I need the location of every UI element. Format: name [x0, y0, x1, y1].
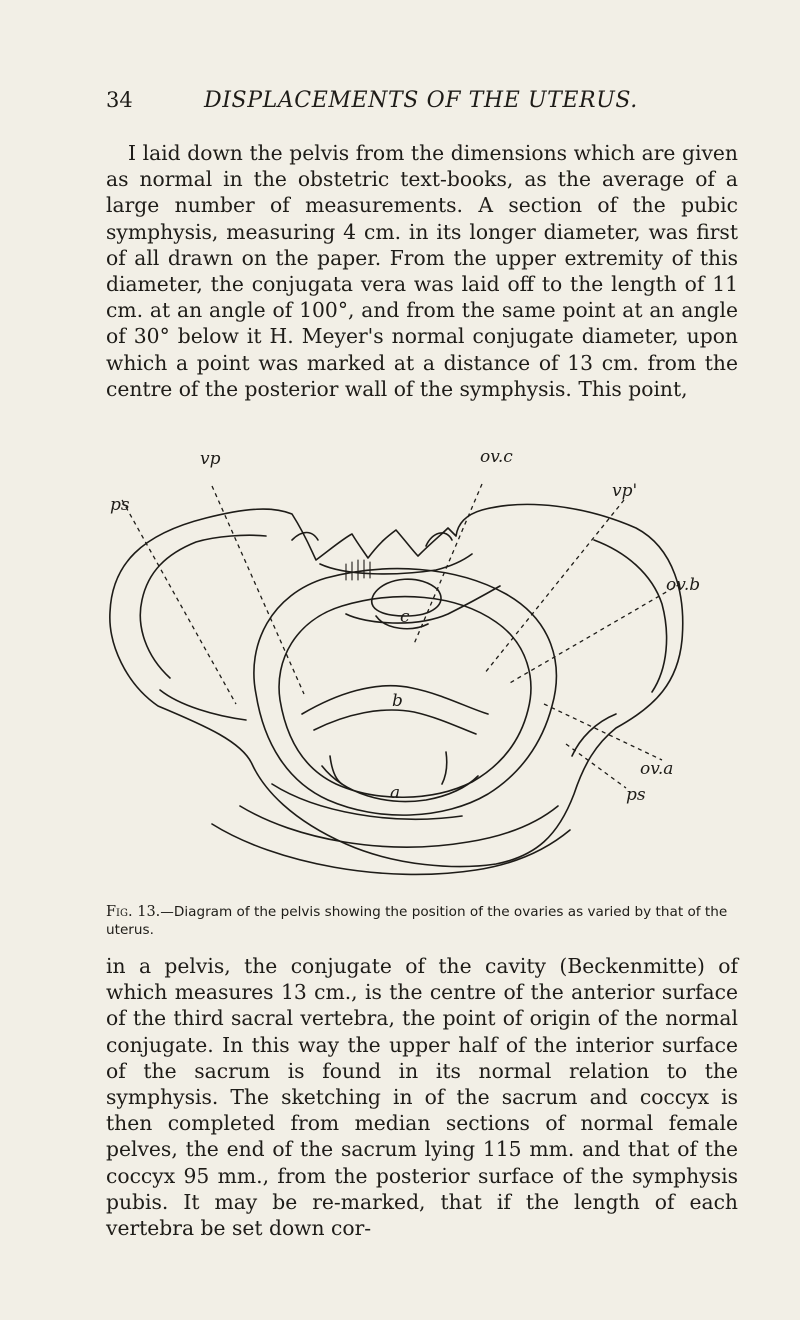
label-ov-b: ov.b: [666, 575, 701, 595]
label-vp: vp: [200, 449, 221, 469]
guide-line-ps-left: [122, 500, 236, 704]
guide-line-ps-right: [566, 744, 626, 788]
label-ps-right: ps: [626, 785, 646, 805]
guide-line-ov-b: [508, 584, 680, 684]
label-b: b: [392, 691, 403, 711]
label-ov-a: ov.a: [640, 759, 674, 779]
paragraph-1: I laid down the pelvis from the dimensions which are given as normal in the obstetric text-books, as the average of a large number of measurements. A section of the pubic symphysis, measuring 4 cm. in its longer diameter, was first of all drawn on the paper. From the upper extremity of this diameter, the conjugata vera was laid off to the length of 11 cm. at an angle of 100°, and from the same point at an angle of 30° below it H. Meyer's normal conjugate diameter, upon which a point was marked at a distance of 13 cm. from the centre of the posterior wall of the symphysis. This point,: [106, 141, 738, 401]
page-number: 34: [106, 88, 133, 112]
pelvis-diagram: [96, 444, 712, 892]
label-a: a: [390, 783, 401, 803]
left-iliac-inner: [140, 535, 266, 678]
inner-ring-outer: [254, 569, 556, 815]
figure-caption: [106, 903, 738, 939]
guide-line-vp-prime: [484, 500, 624, 674]
page-header: [106, 88, 706, 120]
guide-line-ov-a: [544, 704, 662, 760]
pubic-arc-outer: [212, 824, 570, 874]
label-ov-c: ov.c: [480, 447, 513, 467]
guide-line-vp: [212, 486, 304, 694]
figure-number: Fig. 13.: [106, 904, 161, 920]
sacrum-top: [320, 554, 472, 574]
label-c: c: [400, 607, 410, 627]
paragraph-2: in a pelvis, the conjugate of the cavity (Beckenmitte) of which measures 13 cm., is the centre of the anterior surface of the third sacral vertebra, the point of origin of the normal conjugate. In this way the upper half of the interior surface of the sacrum is found in its normal relation to the symphysis. The sketching in of the sacrum and coccyx is then completed from median sections of normal female pelves, the end of the sacrum lying 115 mm. and that of the coccyx 95 mm., from the posterior surface of the symphysis pubis. It may be re-marked, that if the length of each vertebra be set down cor-: [106, 954, 738, 1241]
label-ps-left: ps: [110, 495, 130, 515]
pelvis-diagram-svg: [96, 444, 712, 892]
figure-caption-text: —Diagram of the pelvis showing the position of the ovaries as varied by that of the uterus.: [106, 904, 728, 938]
right-iliac-inner: [594, 540, 667, 692]
guide-line-ov-c: [414, 484, 482, 644]
running-title: DISPLACEMENTS OF THE UTERUS.: [204, 88, 638, 113]
label-vp-prime: vp': [612, 481, 638, 501]
